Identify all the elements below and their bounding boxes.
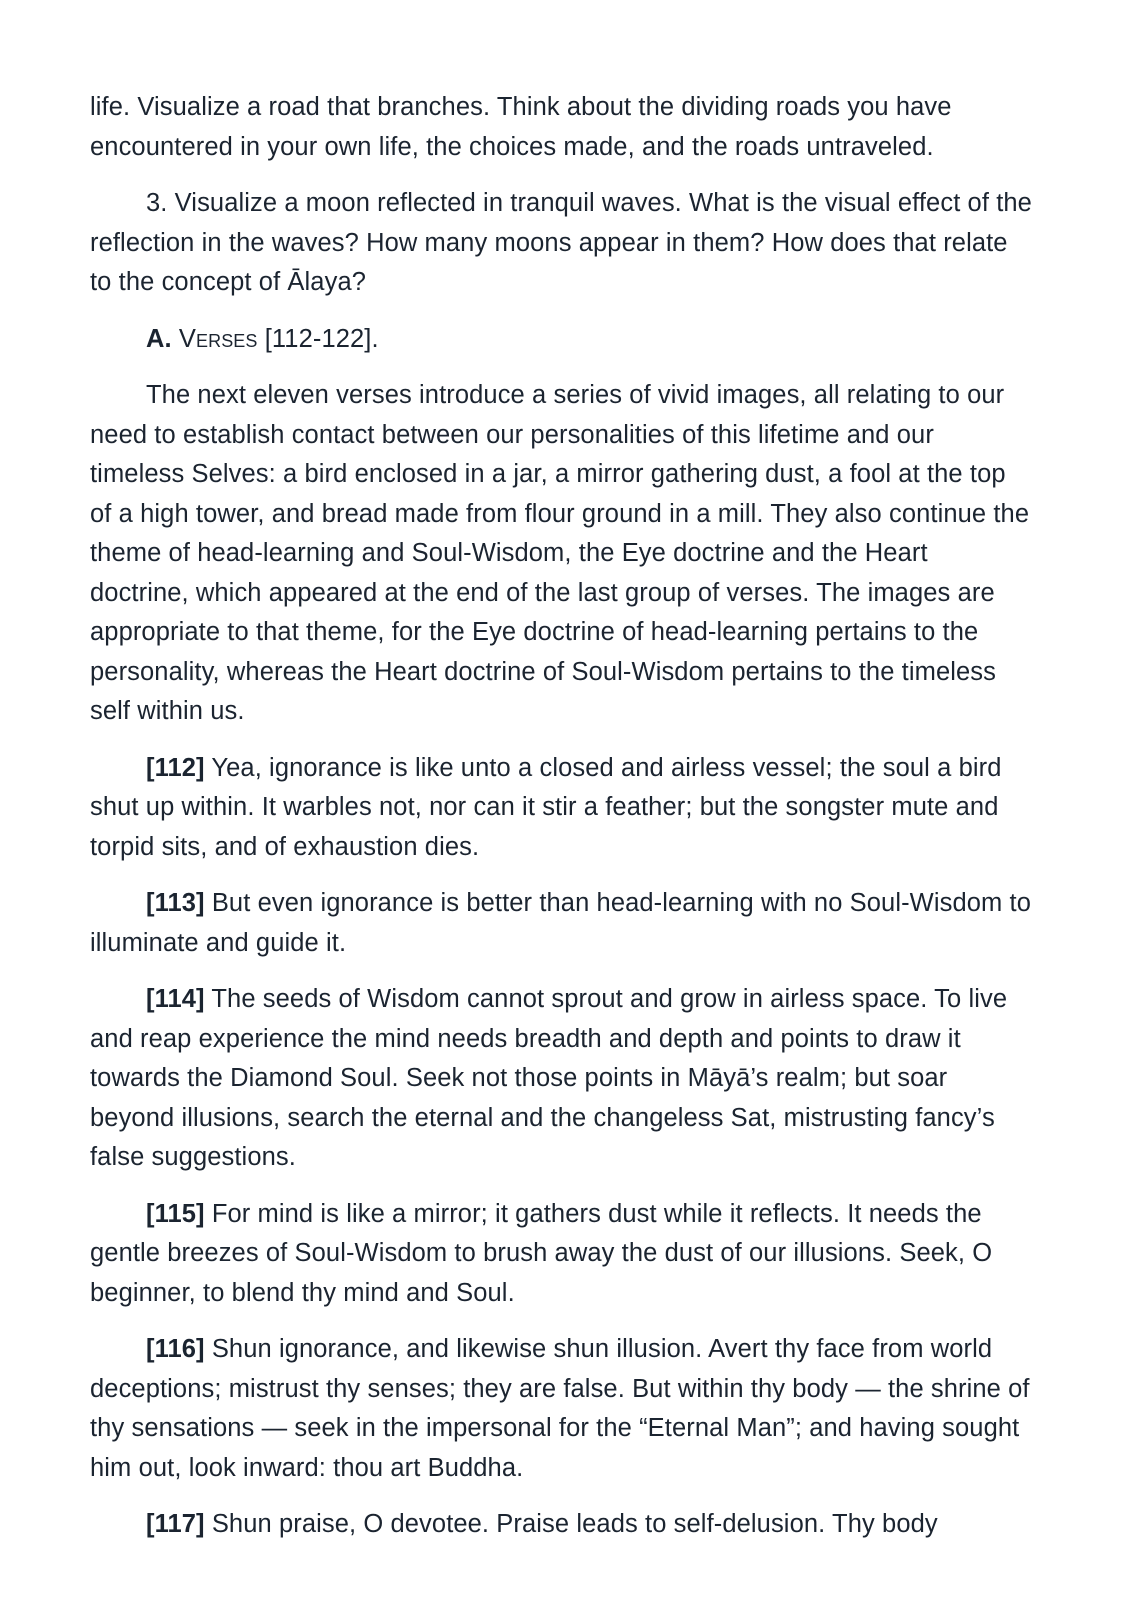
paragraph-continuation: life. Visualize a road that branches. Think about the dividing roads you have encountered in your own life, the choices made, and the roads untraveled. bbox=[90, 93, 952, 161]
verse-text: Shun ignorance, and likewise shun illusion. Avert thy face from world deceptions; mistrust thy senses; they are false. But within thy body — the shrine of thy sensations — seek in the impersonal for the “Eternal Man”; and having sought him out, look inward: thou art Buddha. bbox=[90, 1335, 1030, 1482]
verse-text: For mind is like a mirror; it gathers dust while it reflects. It needs the gentle breezes of Soul-Wisdom to brush away the dust of our illusions. Seek, O beginner, to blend thy mind and Soul. bbox=[90, 1199, 993, 1307]
verse-number: [114] bbox=[146, 985, 205, 1013]
verse-text: The seeds of Wisdom cannot sprout and grow in airless space. To live and reap experience the mind needs breadth and depth and points to draw it towards the Diamond Soul. Seek not those points in Māyā’s realm; but soar beyond illusions, search the eternal and the changeless Sat, mistrusting fancy’s false suggestions. bbox=[90, 985, 1008, 1171]
section-heading-range: [112-122]. bbox=[264, 324, 379, 353]
verse-114 bbox=[90, 980, 1032, 1178]
section-heading-verses bbox=[90, 320, 1032, 360]
verse-number: [112] bbox=[146, 753, 205, 782]
verse-number: [116] bbox=[146, 1335, 205, 1363]
verse-text: But even ignorance is better than head-learning with no Soul-Wisdom to illuminate and guide it. bbox=[90, 889, 1032, 957]
verse-117 bbox=[90, 1505, 1032, 1545]
verse-number: [115] bbox=[146, 1199, 205, 1228]
paragraph-commentary: The next eleven verses introduce a series of vivid images, all relating to our need to establish contact between our personalities of this lifetime and our timeless Selves: a bird enclosed in a jar, a mirror gathering dust, a fool at the top of a high tower, and bread made from flour ground in a mill. They also continue the theme of head-learning and Soul-Wisdom, the Eye doctrine and the Heart doctrine, which appeared at the end of the last group of verses. The images are appropriate to that theme, for the Eye doctrine of head-learning pertains to the personality, whereas the Heart doctrine of Soul-Wisdom pertains to the timeless self within us. bbox=[90, 381, 1030, 725]
verse-number: [113] bbox=[146, 889, 205, 917]
verse-115 bbox=[90, 1195, 1032, 1314]
verse-112 bbox=[90, 749, 1032, 868]
verse-number: [117] bbox=[146, 1510, 205, 1538]
verse-116 bbox=[90, 1330, 1032, 1488]
verse-113 bbox=[90, 884, 1032, 963]
paragraph-exercise-3: 3. Visualize a moon reflected in tranquil waves. What is the visual effect of the reflection in the waves? How many moons appear in them? How does that relate to the concept of Ālaya? bbox=[90, 189, 1032, 296]
verse-text: Yea, ignorance is like unto a closed and airless vessel; the soul a bird shut up within. It warbles not, nor can it stir a feather; but the songster mute and torpid sits, and of exhaustion dies. bbox=[90, 753, 1002, 861]
section-heading-label: A. bbox=[146, 324, 172, 353]
verse-text: Shun praise, O devotee. Praise leads to self-delusion. Thy body bbox=[211, 1510, 938, 1538]
section-heading-title: Verses bbox=[178, 324, 258, 353]
